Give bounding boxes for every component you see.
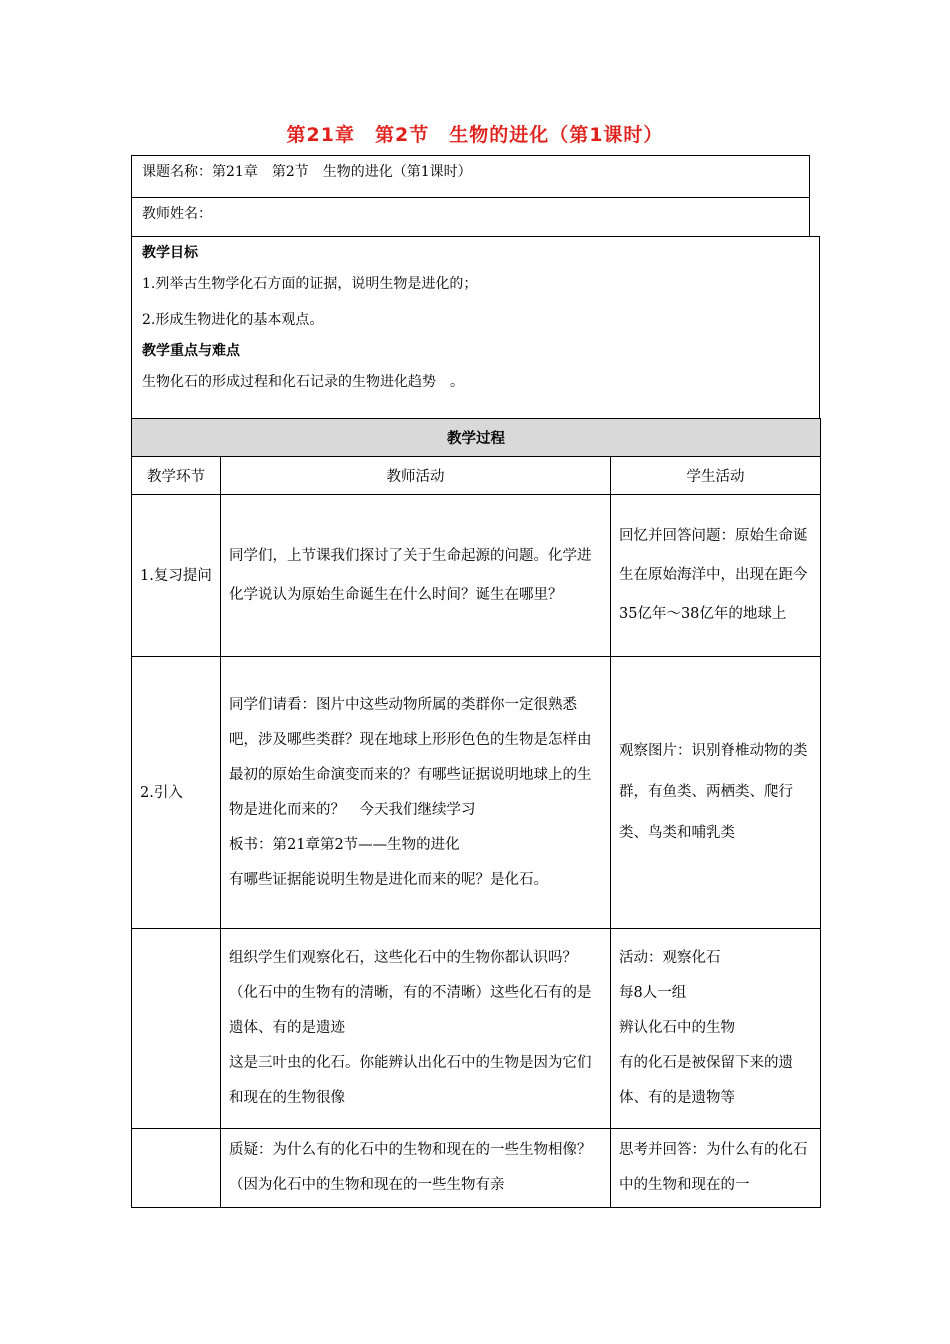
student-activity-text: 每8人一组 [619,985,687,1001]
student-activity-text: 辨认化石中的生物 [619,1020,735,1036]
objective-item: 2.形成生物进化的基本观点。 [142,312,324,328]
course-name-text: 课题名称：第21章 第2节 生物的进化（第1课时） [142,164,472,180]
teacher-activity-text: 板书：第21章第2节——生物的进化 [229,836,460,853]
course-name-row [131,155,810,198]
process-table [131,418,821,1208]
objectives-section [131,236,820,420]
student-activity-cell: 回忆并回答问题：原始生命诞生在原始海洋中，出现在距今35亿年～38亿年的地球上 [611,495,821,657]
student-activity-cell: 观察图片：识别脊椎动物的类群，有鱼类、两栖类、爬行类、鸟类和哺乳类 [611,657,821,929]
key-points-heading: 教学重点与难点 [142,343,240,359]
student-activity-cell [611,929,821,1129]
teacher-name-row [131,197,810,237]
teacher-activity-text: 有哪些证据能说明生物是进化而来的呢？是化石。 [229,871,548,888]
step-cell: 1.复习提问 [132,495,221,657]
column-header-step: 教学环节 [132,457,221,495]
step-cell: 2.引入 [132,657,221,929]
teacher-activity-text: 同学们请看：图片中这些动物所属的类群你一定很熟悉吧，涉及哪些类群？现在地球上形形色色的生物是怎样由最初的原始生命演变而来的？有哪些证据说明地球上的生物是进化而来的？ 今天我们继续学习 [229,696,592,818]
page-title: 第21章 第2节 生物的进化（第1课时） [286,124,664,146]
step-cell [132,929,221,1129]
student-activity-text: 活动：观察化石 [619,950,721,966]
key-points-text: 生物化石的形成过程和化石记录的生物进化趋势 。 [142,374,464,390]
teacher-activity-cell [221,929,611,1129]
student-activity-text: 有的化石是被保留下来的遗体、有的是遗物等 [619,1055,793,1106]
step-cell [132,1129,221,1208]
teacher-activity-cell: 同学们，上节课我们探讨了关于生命起源的问题。化学进化学说认为原始生命诞生在什么时间？诞生在哪里？ [221,495,611,657]
objective-item: 1.列举古生物学化石方面的证据，说明生物是进化的； [142,276,478,292]
teacher-activity-cell: 质疑：为什么有的化石中的生物和现在的一些生物相像？（因为化石中的生物和现在的一些生物有亲 [221,1129,611,1208]
column-header-student: 学生活动 [611,457,821,495]
column-header-teacher: 教师活动 [221,457,611,495]
teacher-activity-text: 这是三叶虫的化石。你能辨认出化石中的生物是因为它们和现在的生物很像 [229,1055,592,1106]
teacher-name-text: 教师姓名： [142,206,212,222]
student-activity-cell: 思考并回答：为什么有的化石中的生物和现在的一 [611,1129,821,1208]
objectives-heading: 教学目标 [142,245,198,261]
teacher-activity-cell [221,657,611,929]
teacher-activity-text: 组织学生们观察化石，这些化石中的生物你都认识吗？（化石中的生物有的清晰，有的不清晰）这些化石有的是遗体、有的是遗迹 [229,950,592,1036]
process-heading: 教学过程 [132,419,821,457]
